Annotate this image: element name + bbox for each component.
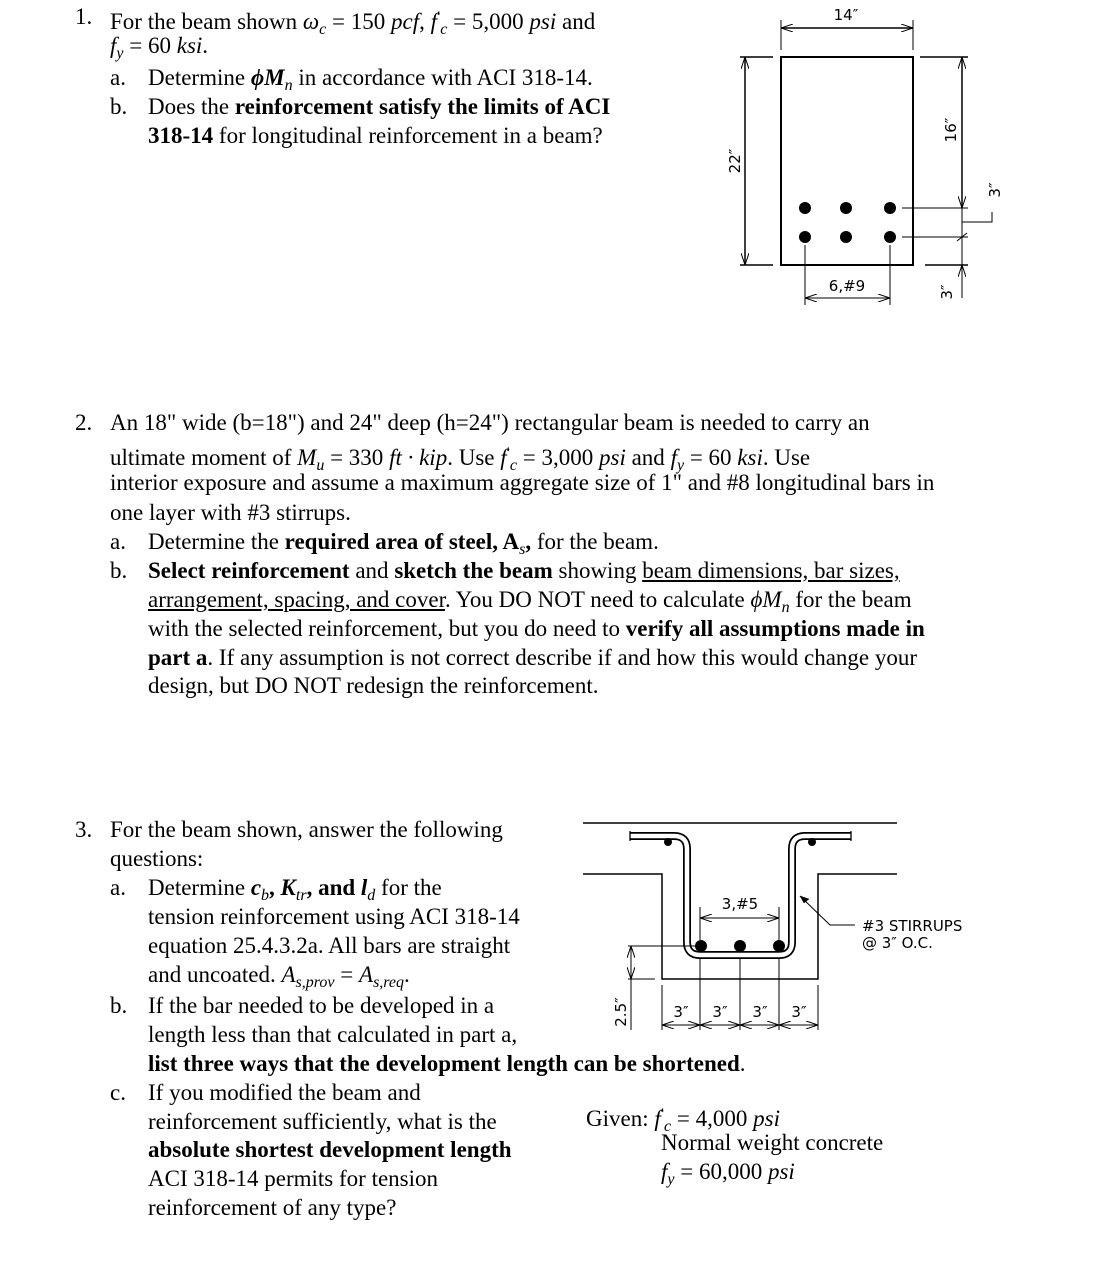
text-segment: c (319, 21, 327, 38)
text-segment: questions: (110, 846, 204, 871)
text-segment: 2. (75, 410, 93, 435)
text-segment: required area of steel, A (284, 529, 520, 554)
text-segment: ft · kip (389, 445, 448, 470)
text-segment: verify all assumptions made in (625, 616, 925, 641)
text-segment: ϕM (250, 65, 285, 90)
text-segment: . If any assumption is not correct describe if and how this would change your (207, 645, 918, 670)
text-segment: f (500, 445, 507, 470)
text-segment: arrangement, spacing, and cover (148, 587, 445, 612)
text-segment: s,prov (295, 974, 335, 991)
text-segment: 3. (75, 817, 93, 842)
upper-label: 16″ (942, 117, 960, 143)
text-segment: = 60 (123, 33, 177, 58)
text-segment: one layer with #3 stirrups. (110, 500, 351, 525)
rebar-dots (799, 202, 896, 243)
text-segment: a. (110, 875, 126, 900)
text-segment: ACI 318-14 permits for tension (148, 1166, 439, 1191)
text-segment: u (316, 457, 325, 474)
text-segment: = 60,000 (674, 1159, 768, 1184)
text-segment: ′ (506, 445, 510, 461)
text-segment: For the beam shown, answer the following (110, 817, 503, 842)
text-segment: An 18" wide (b=18") and 24" deep (h=24") rectangular beam is needed to carry an (110, 410, 870, 435)
text-segment: 318-14 (148, 123, 214, 148)
text-segment: tension reinforcement using ACI 318-14 (148, 904, 520, 929)
text-segment: c (509, 457, 518, 474)
text-segment: list three ways that the development length can be shortened (148, 1051, 740, 1076)
text-segment: and uncoated. (148, 962, 282, 987)
text-segment: c. (110, 1080, 126, 1105)
text-segment: = 150 (326, 9, 392, 34)
text-segment: c (664, 1118, 672, 1135)
text-segment: Does the (148, 94, 235, 119)
text-segment: pcf (391, 9, 420, 34)
text-segment: y (676, 457, 685, 474)
text-segment: length less than that calculated in part a, (148, 1022, 518, 1047)
text-segment: reinforcement sufficiently, what is the (148, 1109, 497, 1134)
text-segment: ′ (437, 9, 441, 25)
cover-label: 3″ (938, 284, 956, 300)
text-segment: y (116, 45, 124, 62)
text-segment: . (202, 33, 209, 58)
spacing-label: 3″ (752, 1003, 768, 1021)
text-segment: Normal weight concrete (661, 1130, 884, 1155)
text-segment: l (360, 875, 368, 900)
text-segment: , (269, 875, 281, 900)
text-segment: Determine the (148, 529, 285, 554)
text-segment: Select reinforcement (148, 558, 350, 583)
text-segment: ′ (660, 1106, 665, 1122)
text-segment: a. (110, 65, 126, 90)
text-segment: showing (552, 558, 643, 583)
width-label: 14″ (833, 6, 859, 24)
text-segment: absolute shortest development length (148, 1137, 512, 1162)
text-segment: Determine (148, 875, 251, 900)
text-segment: f (110, 33, 117, 58)
text-segment: . You DO NOT need to calculate (444, 587, 751, 612)
spacing-label: 3″ (712, 1003, 728, 1021)
text-segment: b. (110, 993, 128, 1018)
text-segment: for the beam. (531, 529, 659, 554)
text-segment: c (250, 875, 262, 900)
text-segment: = 60 (684, 445, 738, 470)
text-segment: ultimate moment of (110, 445, 298, 470)
text-segment: with the selected reinforcement, but you do need to (148, 616, 626, 641)
text-segment: f (654, 1106, 661, 1131)
text-segment: for the beam (789, 587, 912, 612)
text-segment: Determine (148, 65, 251, 90)
text-segment: If you modified the beam and (148, 1080, 421, 1105)
text-segment: interior exposure and assume a maximum aggregate size of 1" and #8 longitudinal bars in (110, 470, 935, 495)
beam-section-q3 (583, 823, 897, 1030)
text-segment: A (281, 962, 296, 987)
text-segment: beam dimensions, bar sizes, (642, 558, 900, 583)
text-segment: s,req (373, 974, 405, 991)
text-segment: b. (110, 94, 128, 119)
text-segment: ksi (176, 33, 203, 58)
spacing-label: 3″ (986, 182, 1004, 198)
text-segment: = 330 (324, 445, 390, 470)
text-segment: ϕM (750, 587, 782, 612)
height-label: 22″ (726, 148, 744, 174)
text-segment: c (440, 21, 448, 38)
text-segment: f (430, 9, 438, 34)
text-segment: ω (302, 9, 320, 34)
text-segment: If the bar needed to be developed in a (148, 993, 495, 1018)
text-segment: f (670, 445, 677, 470)
text-segment: psi (753, 1106, 780, 1131)
text-segment: equation 25.4.3.2a. All bars are straight (148, 933, 511, 958)
text-segment: psi (599, 445, 626, 470)
text-segment: and (556, 9, 596, 34)
text-segment: in accordance with ACI 318-14. (292, 65, 593, 90)
text-segment: = 3,000 (517, 445, 599, 470)
text-segment: for the (375, 875, 442, 900)
text-segment: b. (110, 558, 128, 583)
text-segment: 1. (75, 4, 93, 29)
text-segment: s (519, 541, 526, 558)
text-segment: n (284, 77, 293, 94)
text-segment: . (739, 1051, 746, 1076)
text-segment: psi (767, 1159, 795, 1184)
text-segment: and (349, 558, 395, 583)
cover-label: 2.5″ (612, 997, 630, 1027)
text-segment: d (367, 887, 376, 904)
text-segment: A (359, 962, 374, 987)
spacing-label: 3″ (673, 1003, 689, 1021)
text-segment: , (419, 9, 431, 34)
text-segment: reinforcement satisfy the limits of ACI (234, 94, 611, 119)
text-segment: , (525, 529, 532, 554)
text-segment: = (334, 962, 359, 987)
text-segment: M (297, 445, 317, 470)
text-segment: part a (148, 645, 208, 670)
text-segment: For the beam shown (110, 9, 303, 34)
spacing-label: 3″ (791, 1003, 807, 1021)
text-segment: for longitudinal reinforcement in a beam? (213, 123, 603, 148)
text-segment: psi (529, 9, 557, 34)
text-segment: y (667, 1171, 675, 1188)
stirrups-label: #3 STIRRUPS (862, 917, 963, 935)
text-segment: b (261, 887, 270, 904)
text-segment: Given: (586, 1106, 655, 1131)
text-segment: f (661, 1159, 668, 1184)
text-segment: design, but DO NOT redesign the reinforcement. (148, 673, 599, 698)
text-segment: reinforcement of any type? (148, 1195, 397, 1220)
text-segment: ksi (737, 445, 763, 470)
bars-label: 6,#9 (828, 277, 866, 295)
text-segment: = 5,000 (447, 9, 530, 34)
text-segment: . (404, 962, 410, 987)
text-segment: . Use (447, 445, 501, 470)
text-segment: sketch the beam (394, 558, 553, 583)
text-segment: and (625, 445, 671, 470)
beam-section-q1 (740, 20, 992, 305)
text-segment: tr (295, 887, 307, 904)
text-segment: n (781, 599, 790, 616)
text-segment: . Use (762, 445, 811, 470)
text-segment: = 4,000 (671, 1106, 754, 1131)
bars-label: 3,#5 (721, 895, 759, 913)
stirrups-spacing-label: @ 3″ O.C. (862, 934, 933, 952)
text-segment: a. (110, 529, 126, 554)
text-segment: , and (306, 875, 361, 900)
text-segment: K (280, 875, 296, 900)
